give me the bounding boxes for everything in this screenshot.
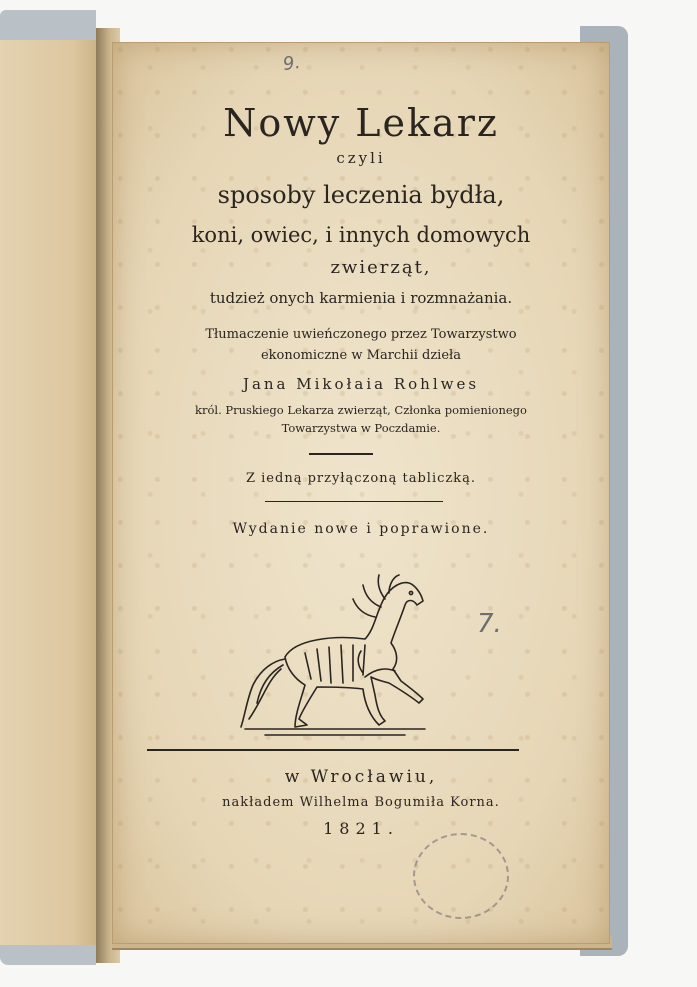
author-name: Jana Mikołaia Rohlwes (242, 375, 480, 393)
book-title: Nowy Lekarz (223, 101, 499, 145)
edition-note: Wydanie nowe i poprawione. (232, 521, 490, 537)
subtitle-line-4: tudzież onych karmienia i rozmnażania. (209, 289, 513, 307)
horse-woodcut-illustration (225, 569, 445, 739)
author-description-2: Towarzystwa w Poczdamie. (281, 421, 441, 435)
left-page (0, 40, 105, 945)
translation-line-1: Tłumaczenie uwieńczonego przez Towarzystwo (205, 327, 517, 342)
subtitle-line-1: sposoby leczenia bydła, (217, 181, 505, 209)
author-description-1: król. Pruskiego Lekarza zwierząt, Członka pomienionego (195, 403, 527, 417)
divider-medium (265, 501, 443, 502)
title-connector: czyli (336, 149, 386, 167)
divider-long (147, 749, 519, 751)
translation-line-2: ekonomiczne w Marchii dzieła (260, 348, 462, 363)
title-page (112, 42, 610, 944)
plate-note: Z iedną przyłączoną tabliczką. (245, 471, 476, 486)
subtitle-line-3: zwierząt, (330, 257, 432, 278)
pencil-mark-side: 7. (477, 609, 502, 639)
divider-short (309, 453, 373, 455)
imprint-publisher: nakładem Wilhelma Bogumiła Korna. (222, 795, 500, 810)
library-stamp (413, 833, 509, 919)
imprint-year: 1821. (323, 819, 399, 838)
pencil-mark-top: 9. (281, 51, 302, 76)
imprint-place: w Wrocławiu, (284, 767, 438, 787)
subtitle-line-2: koni, owiec, i innych domowych (191, 223, 531, 247)
